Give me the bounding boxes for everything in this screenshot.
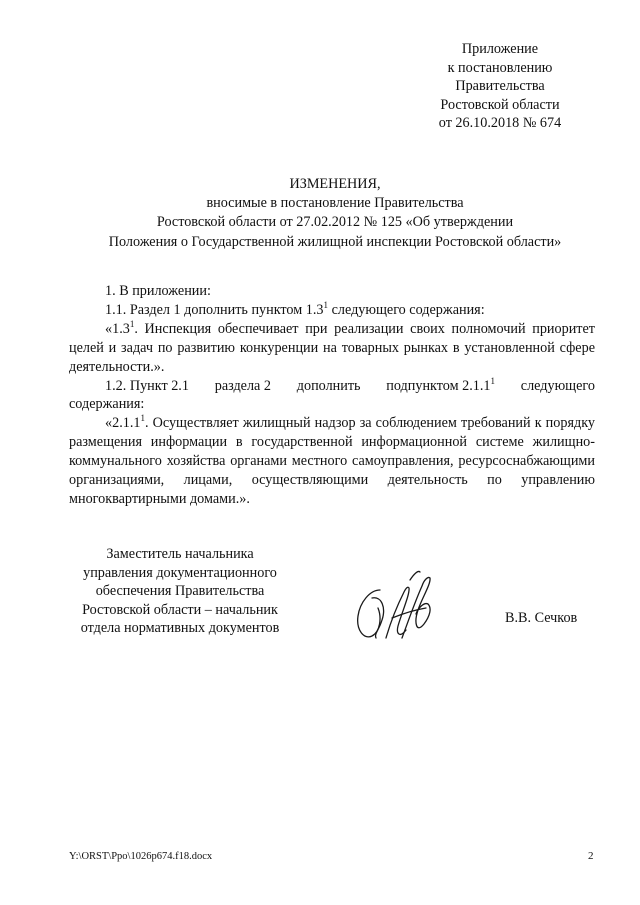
paragraph-word: раздела 2 — [214, 377, 271, 394]
paragraph-text: следующего содержания: — [328, 301, 485, 318]
title-line: вносимые в постановление Правительства — [206, 195, 464, 212]
paragraph-text: «2.1.1 — [105, 415, 141, 432]
superscript: 1 — [140, 413, 145, 424]
paragraph-2 — [69, 301, 595, 320]
paragraph-word: следующего — [520, 377, 595, 394]
signer-line: обеспечения Правительства — [95, 583, 265, 600]
paragraph-word-group — [386, 377, 495, 396]
superscript: 1 — [323, 299, 329, 310]
paragraph-text: «1.3 — [105, 320, 130, 337]
document-body — [69, 282, 595, 509]
paragraph-4 — [69, 377, 595, 396]
paragraph-3 — [69, 320, 595, 377]
title-line: Ростовской области от 27.02.2012 № 125 «Об утверждении — [156, 214, 514, 231]
signer-line: Ростовской области – начальник — [82, 601, 278, 618]
signer-line: отдела нормативных документов — [80, 620, 280, 637]
paragraph-text: содержания: — [69, 396, 145, 413]
paragraph-text: 1. В приложении: — [105, 283, 211, 299]
paragraph-text: 1.1. Раздел 1 дополнить пунктом 1.3 — [105, 301, 324, 318]
appendix-line: Правительства — [455, 78, 545, 95]
appendix-line: к постановлению — [447, 59, 553, 76]
footer-file-path: Y:\ORST\Ppo\1026p674.f18.docx — [69, 851, 213, 862]
superscript: 1 — [129, 318, 135, 329]
paragraph-5 — [69, 414, 595, 509]
paragraph-4-tail — [69, 395, 595, 414]
paragraph-1 — [69, 282, 595, 301]
superscript: 1 — [490, 375, 495, 386]
appendix-line: Приложение — [461, 41, 539, 57]
paragraph-word: дополнить — [296, 377, 361, 394]
paragraph-text: . Инспекция обеспечивает при реализации своих полномочий приоритет целей и задач по развитию конкуренции на товарных рынках в установленной сфере деятельности.». — [69, 320, 595, 375]
title-heading: ИЗМЕНЕНИЯ, — [289, 176, 381, 192]
paragraph-text: . Осуществляет жилищный надзор за соблюдением требований к порядку размещения информации в государственной информационной системе жилищно-коммунального хозяйства органами местного самоуправления, ресурсоснабжающими организациями, лицами, осуществляющими деятельность по управлению многоквартирными домами.». — [69, 415, 595, 507]
signer-line: Заместитель начальника — [106, 546, 254, 562]
page-number: 2 — [588, 850, 594, 862]
paragraph-word: подпунктом 2.1.1 — [386, 377, 491, 394]
handwritten-signature — [352, 568, 442, 646]
title-line: Положения о Государственной жилищной инспекции Ростовской области» — [108, 233, 562, 250]
signer-title — [70, 545, 290, 638]
paragraph-word: 1.2. Пункт 2.1 — [105, 377, 189, 394]
appendix-header — [400, 40, 600, 133]
signer-line: управления документационного — [83, 564, 277, 581]
document-title — [40, 175, 630, 252]
appendix-line: Ростовской области — [440, 96, 560, 113]
signer-name: В.В. Сечков — [505, 610, 578, 626]
appendix-line: от 26.10.2018 № 674 — [438, 115, 562, 132]
